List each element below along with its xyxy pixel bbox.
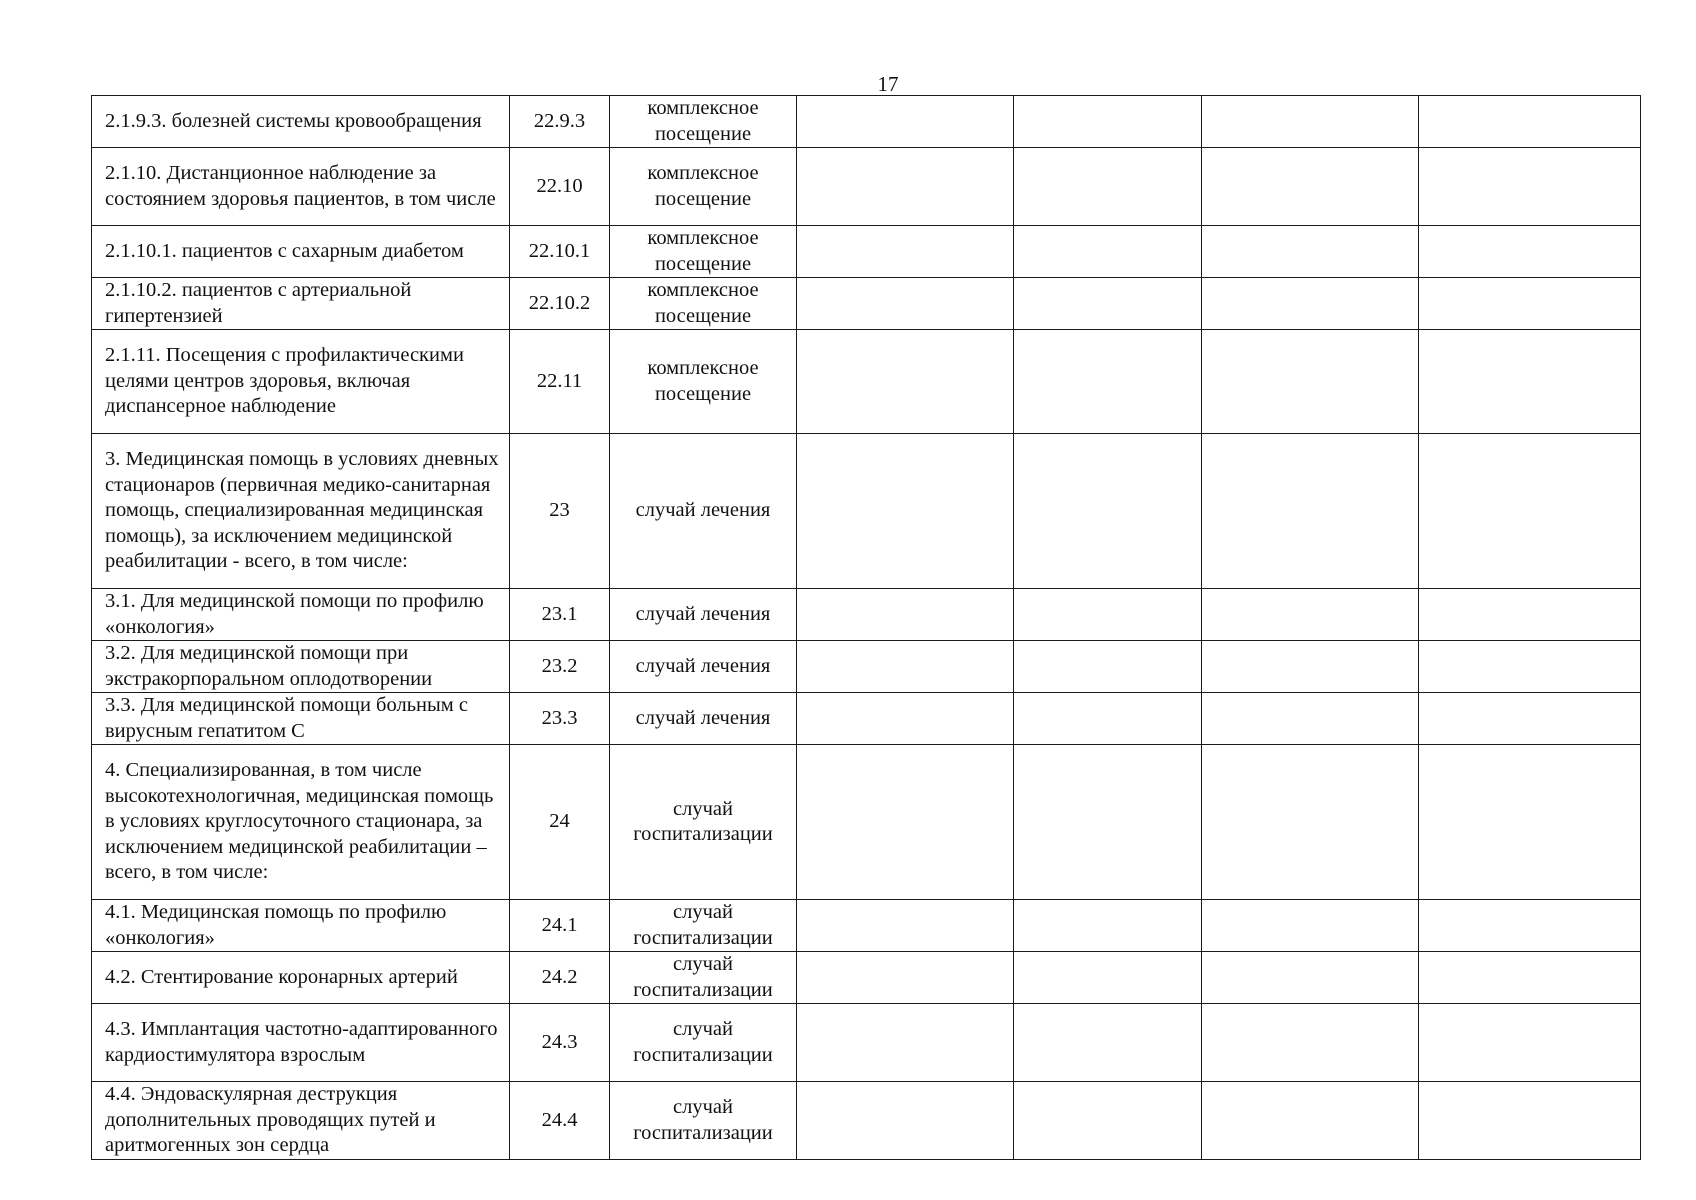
row-number-cell: 22.10 — [510, 148, 610, 226]
table-row — [92, 1004, 1641, 1082]
empty-cell — [797, 589, 1014, 641]
row-number-cell: 24.4 — [510, 1082, 610, 1160]
empty-cell — [1202, 1004, 1419, 1082]
row-name-cell: 4.1. Медицинская помощь по профилю «онкология» — [92, 900, 510, 952]
table-row — [92, 693, 1641, 745]
row-unit-cell: комплексное посещение — [610, 96, 797, 148]
row-unit-cell: случай лечения — [610, 641, 797, 693]
empty-cell — [1202, 330, 1419, 434]
empty-cell — [1202, 745, 1419, 900]
empty-cell — [1202, 589, 1419, 641]
empty-cell — [1014, 1004, 1202, 1082]
empty-cell — [1419, 96, 1641, 148]
table-row — [92, 278, 1641, 330]
row-number-cell: 24.2 — [510, 952, 610, 1004]
row-name-cell: 4. Специализированная, в том числе высокотехнологичная, медицинская помощь в условиях круглосуточного стационара, за исключением медицинской реабилитации – всего, в том числе: — [92, 745, 510, 900]
empty-cell — [1419, 434, 1641, 589]
empty-cell — [797, 330, 1014, 434]
row-number-cell: 24 — [510, 745, 610, 900]
empty-cell — [1014, 226, 1202, 278]
empty-cell — [1419, 1082, 1641, 1160]
empty-cell — [797, 1082, 1014, 1160]
empty-cell — [1419, 1004, 1641, 1082]
row-unit-cell: комплексное посещение — [610, 330, 797, 434]
empty-cell — [1014, 693, 1202, 745]
empty-cell — [797, 278, 1014, 330]
empty-cell — [797, 641, 1014, 693]
empty-cell — [797, 148, 1014, 226]
empty-cell — [1014, 330, 1202, 434]
row-unit-cell: комплексное посещение — [610, 226, 797, 278]
table-row — [92, 148, 1641, 226]
row-unit-cell: случай лечения — [610, 693, 797, 745]
table-row — [92, 952, 1641, 1004]
row-name-cell: 4.2. Стентирование коронарных артерий — [92, 952, 510, 1004]
row-unit-cell: случай лечения — [610, 589, 797, 641]
table-row — [92, 589, 1641, 641]
empty-cell — [1014, 148, 1202, 226]
row-name-cell: 3.2. Для медицинской помощи при экстракорпоральном оплодотворении — [92, 641, 510, 693]
table-row — [92, 330, 1641, 434]
empty-cell — [797, 693, 1014, 745]
row-number-cell: 24.3 — [510, 1004, 610, 1082]
table-row — [92, 434, 1641, 589]
empty-cell — [1419, 330, 1641, 434]
empty-cell — [1419, 278, 1641, 330]
table-row — [92, 745, 1641, 900]
row-name-cell: 4.4. Эндоваскулярная деструкция дополнительных проводящих путей и аритмогенных зон сердца — [92, 1082, 510, 1160]
row-name-cell: 2.1.10. Дистанционное наблюдение за состоянием здоровья пациентов, в том числе — [92, 148, 510, 226]
row-number-cell: 22.11 — [510, 330, 610, 434]
row-name-cell: 2.1.10.2. пациентов с артериальной гипертензией — [92, 278, 510, 330]
empty-cell — [1419, 900, 1641, 952]
empty-cell — [1419, 148, 1641, 226]
row-name-cell: 2.1.10.1. пациентов с сахарным диабетом — [92, 226, 510, 278]
empty-cell — [1202, 434, 1419, 589]
empty-cell — [797, 1004, 1014, 1082]
empty-cell — [1419, 641, 1641, 693]
empty-cell — [1419, 589, 1641, 641]
row-name-cell: 4.3. Имплантация частотно-адаптированного кардиостимулятора взрослым — [92, 1004, 510, 1082]
table-row — [92, 900, 1641, 952]
empty-cell — [797, 952, 1014, 1004]
page-number: 17 — [877, 72, 899, 96]
empty-cell — [1202, 900, 1419, 952]
empty-cell — [1014, 641, 1202, 693]
row-number-cell: 23.3 — [510, 693, 610, 745]
row-unit-cell: случай госпитализации — [610, 745, 797, 900]
empty-cell — [1202, 693, 1419, 745]
empty-cell — [1014, 589, 1202, 641]
empty-cell — [1419, 693, 1641, 745]
row-unit-cell: случай госпитализации — [610, 900, 797, 952]
table-row — [92, 641, 1641, 693]
empty-cell — [1202, 952, 1419, 1004]
row-name-cell: 3. Медицинская помощь в условиях дневных стационаров (первичная медико-санитарная помощь, специализированная медицинская помощь), за исключением медицинской реабилитации - всего, в том числе: — [92, 434, 510, 589]
empty-cell — [1014, 96, 1202, 148]
empty-cell — [1014, 900, 1202, 952]
empty-cell — [797, 900, 1014, 952]
empty-cell — [1419, 952, 1641, 1004]
empty-cell — [797, 434, 1014, 589]
row-name-cell: 3.3. Для медицинской помощи больным с вирусным гепатитом С — [92, 693, 510, 745]
table-row — [92, 1082, 1641, 1160]
empty-cell — [1014, 278, 1202, 330]
statistics-table — [91, 95, 1641, 1160]
empty-cell — [1202, 226, 1419, 278]
row-unit-cell: комплексное посещение — [610, 278, 797, 330]
row-number-cell: 22.10.2 — [510, 278, 610, 330]
row-name-cell: 2.1.11. Посещения с профилактическими целями центров здоровья, включая диспансерное наблюдение — [92, 330, 510, 434]
row-number-cell: 23 — [510, 434, 610, 589]
row-number-cell: 23.2 — [510, 641, 610, 693]
empty-cell — [1202, 96, 1419, 148]
row-name-cell: 3.1. Для медицинской помощи по профилю «онкология» — [92, 589, 510, 641]
row-unit-cell: случай лечения — [610, 434, 797, 589]
empty-cell — [1202, 641, 1419, 693]
row-unit-cell: случай госпитализации — [610, 952, 797, 1004]
empty-cell — [797, 226, 1014, 278]
table-row — [92, 226, 1641, 278]
empty-cell — [1014, 1082, 1202, 1160]
row-name-cell: 2.1.9.3. болезней системы кровообращения — [92, 96, 510, 148]
row-number-cell: 22.9.3 — [510, 96, 610, 148]
row-number-cell: 22.10.1 — [510, 226, 610, 278]
empty-cell — [797, 745, 1014, 900]
empty-cell — [1014, 952, 1202, 1004]
empty-cell — [1014, 745, 1202, 900]
empty-cell — [1202, 148, 1419, 226]
empty-cell — [1014, 434, 1202, 589]
empty-cell — [797, 96, 1014, 148]
row-number-cell: 23.1 — [510, 589, 610, 641]
row-unit-cell: случай госпитализации — [610, 1004, 797, 1082]
table-row — [92, 96, 1641, 148]
row-unit-cell: случай госпитализации — [610, 1082, 797, 1160]
empty-cell — [1419, 226, 1641, 278]
empty-cell — [1202, 278, 1419, 330]
row-number-cell: 24.1 — [510, 900, 610, 952]
empty-cell — [1202, 1082, 1419, 1160]
row-unit-cell: комплексное посещение — [610, 148, 797, 226]
empty-cell — [1419, 745, 1641, 900]
